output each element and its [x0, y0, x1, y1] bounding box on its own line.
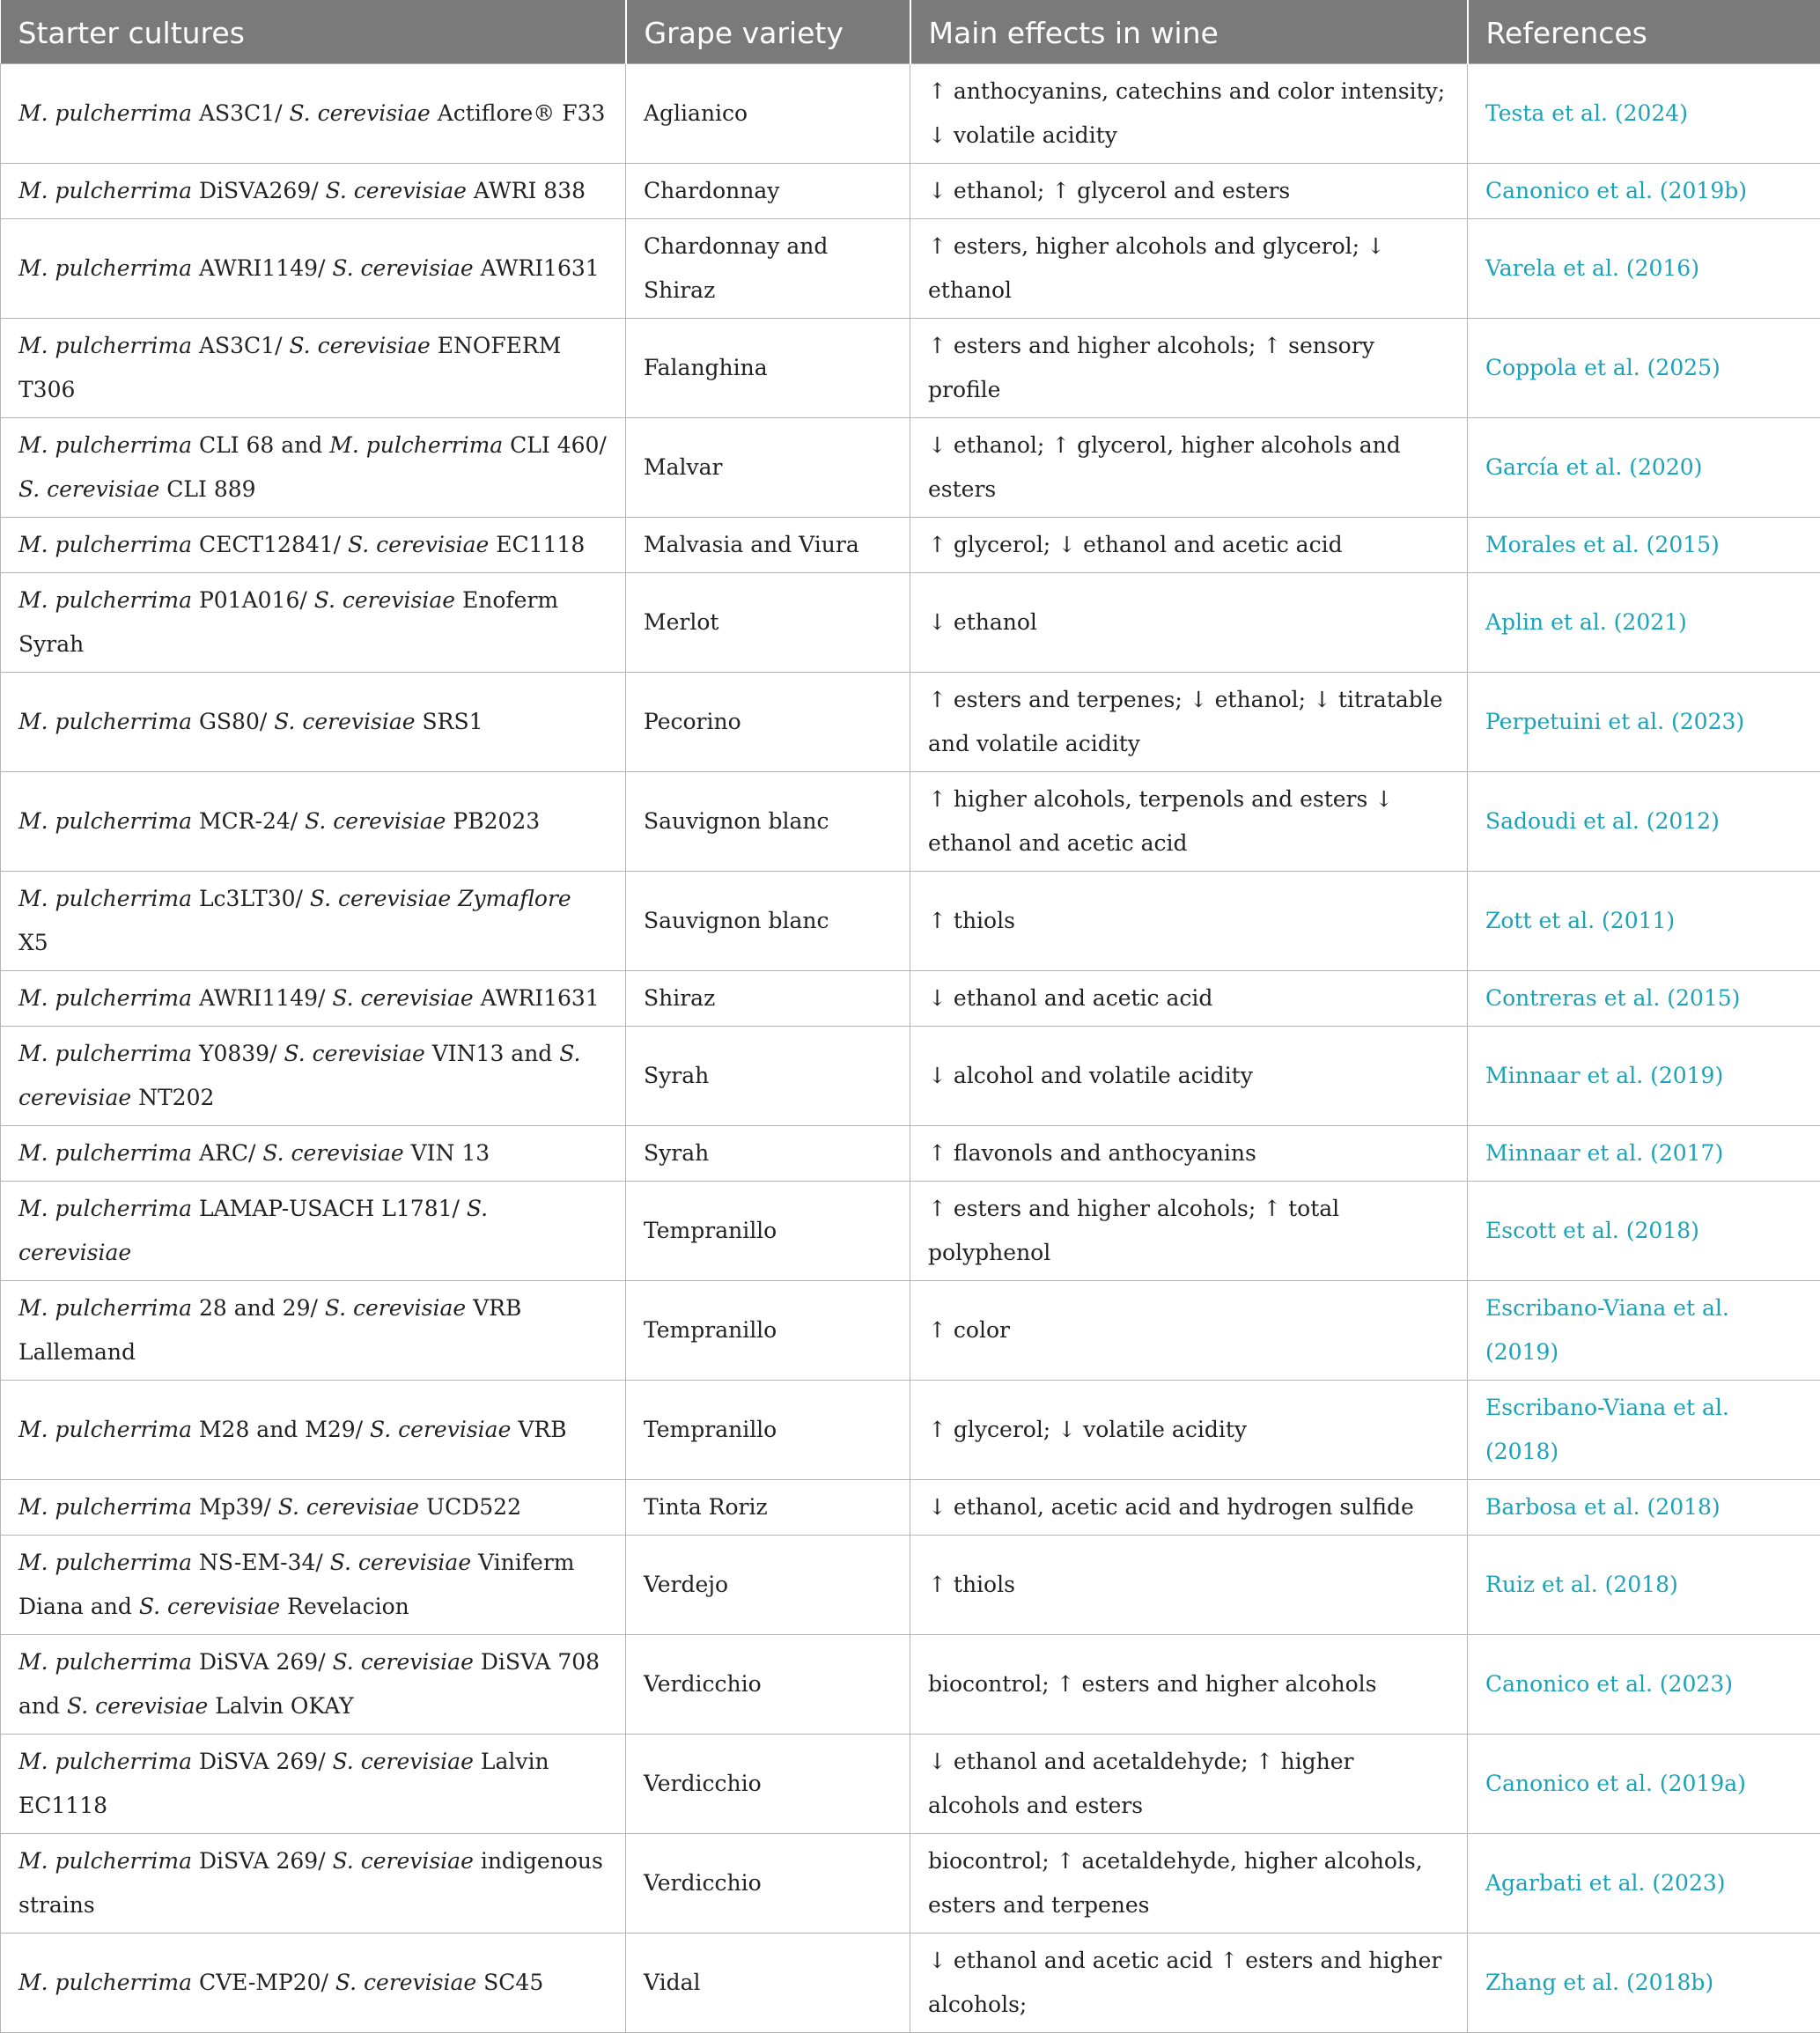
effects-cell: ↑ color	[910, 1280, 1468, 1380]
starter-culture-cell: M. pulcherrima NS-EM-34/ S. cerevisiae Viniferm Diana and S. cerevisiae Revelacion	[1, 1535, 626, 1634]
grape-variety-cell: Chardonnay and Shiraz	[626, 218, 910, 318]
reference-link[interactable]: Coppola et al. (2025)	[1468, 318, 1820, 417]
starter-culture-cell: M. pulcherrima CLI 68 and M. pulcherrima CLI 460/ S. cerevisiae CLI 889	[1, 417, 626, 517]
table-row	[1, 970, 1820, 1026]
effects-cell: ↑ thiols	[910, 1535, 1468, 1634]
header-row	[1, 0, 1820, 63]
grape-variety-cell: Verdicchio	[626, 1833, 910, 1933]
grape-variety-cell: Sauvignon blanc	[626, 871, 910, 970]
effects-cell: ↓ ethanol	[910, 572, 1468, 672]
reference-link[interactable]: Perpetuini et al. (2023)	[1468, 672, 1820, 771]
reference-link[interactable]: Zott et al. (2011)	[1468, 871, 1820, 970]
table-row	[1, 1125, 1820, 1181]
reference-link[interactable]: Varela et al. (2016)	[1468, 218, 1820, 318]
table-row	[1, 517, 1820, 572]
effects-cell: ↑ esters and terpenes; ↓ ethanol; ↓ titratable and volatile acidity	[910, 672, 1468, 771]
grape-variety-cell: Tempranillo	[626, 1380, 910, 1479]
grape-variety-cell: Sauvignon blanc	[626, 771, 910, 871]
effects-cell: ↓ ethanol and acetic acid ↑ esters and higher alcohols;	[910, 1933, 1468, 2032]
header-references: References	[1468, 0, 1820, 63]
effects-cell: ↑ esters and higher alcohols; ↑ total polyphenol	[910, 1181, 1468, 1280]
effects-cell: ↓ ethanol; ↑ glycerol and esters	[910, 163, 1468, 218]
grape-variety-cell: Vidal	[626, 1933, 910, 2032]
effects-cell: ↑ thiols	[910, 871, 1468, 970]
table-row	[1, 1535, 1820, 1634]
grape-variety-cell: Aglianico	[626, 63, 910, 163]
starter-culture-cell: M. pulcherrima AWRI1149/ S. cerevisiae AWRI1631	[1, 970, 626, 1026]
grape-variety-cell: Falanghina	[626, 318, 910, 417]
effects-cell: ↑ flavonols and anthocyanins	[910, 1125, 1468, 1181]
reference-link[interactable]: Minnaar et al. (2019)	[1468, 1026, 1820, 1125]
starter-culture-cell: M. pulcherrima Y0839/ S. cerevisiae VIN13 and S. cerevisiae NT202	[1, 1026, 626, 1125]
starter-culture-cell: M. pulcherrima DiSVA 269/ S. cerevisiae indigenous strains	[1, 1833, 626, 1933]
starter-culture-cell: M. pulcherrima CECT12841/ S. cerevisiae EC1118	[1, 517, 626, 572]
reference-link[interactable]: Morales et al. (2015)	[1468, 517, 1820, 572]
reference-link[interactable]: Escott et al. (2018)	[1468, 1181, 1820, 1280]
reference-link[interactable]: Sadoudi et al. (2012)	[1468, 771, 1820, 871]
table-row	[1, 672, 1820, 771]
starter-culture-cell: M. pulcherrima AS3C1/ S. cerevisiae ENOFERM T306	[1, 318, 626, 417]
effects-cell: ↑ esters and higher alcohols; ↑ sensory profile	[910, 318, 1468, 417]
effects-cell: ↑ higher alcohols, terpenols and esters ↓ ethanol and acetic acid	[910, 771, 1468, 871]
header-starter-cultures: Starter cultures	[1, 0, 626, 63]
table-row	[1, 1634, 1820, 1734]
effects-cell: biocontrol; ↑ acetaldehyde, higher alcohols, esters and terpenes	[910, 1833, 1468, 1933]
grape-variety-cell: Tempranillo	[626, 1181, 910, 1280]
reference-link[interactable]: Canonico et al. (2023)	[1468, 1634, 1820, 1734]
table-row	[1, 1933, 1820, 2032]
starter-culture-cell: M. pulcherrima DiSVA 269/ S. cerevisiae Lalvin EC1118	[1, 1734, 626, 1833]
effects-cell: ↑ glycerol; ↓ volatile acidity	[910, 1380, 1468, 1479]
grape-variety-cell: Malvar	[626, 417, 910, 517]
reference-link[interactable]: Testa et al. (2024)	[1468, 63, 1820, 163]
table-row	[1, 417, 1820, 517]
grape-variety-cell: Chardonnay	[626, 163, 910, 218]
effects-cell: biocontrol; ↑ esters and higher alcohols	[910, 1634, 1468, 1734]
starter-culture-cell: M. pulcherrima P01A016/ S. cerevisiae Enoferm Syrah	[1, 572, 626, 672]
starter-culture-cell: M. pulcherrima Mp39/ S. cerevisiae UCD522	[1, 1479, 626, 1535]
reference-link[interactable]: Escribano-Viana et al. (2018)	[1468, 1380, 1820, 1479]
grape-variety-cell: Syrah	[626, 1125, 910, 1181]
table-row	[1, 218, 1820, 318]
starter-culture-cell: M. pulcherrima M28 and M29/ S. cerevisiae VRB	[1, 1380, 626, 1479]
table-row	[1, 318, 1820, 417]
table-row	[1, 1833, 1820, 1933]
table-row	[1, 1734, 1820, 1833]
header-main-effects: Main effects in wine	[910, 0, 1468, 63]
table-row	[1, 1479, 1820, 1535]
reference-link[interactable]: Escribano-Viana et al. (2019)	[1468, 1280, 1820, 1380]
table-row	[1, 572, 1820, 672]
table-row	[1, 63, 1820, 163]
reference-link[interactable]: Aplin et al. (2021)	[1468, 572, 1820, 672]
starter-culture-cell: M. pulcherrima DiSVA 269/ S. cerevisiae DiSVA 708 and S. cerevisiae Lalvin OKAY	[1, 1634, 626, 1734]
reference-link[interactable]: Contreras et al. (2015)	[1468, 970, 1820, 1026]
effects-cell: ↓ ethanol and acetic acid	[910, 970, 1468, 1026]
reference-link[interactable]: Zhang et al. (2018b)	[1468, 1933, 1820, 2032]
starter-culture-cell: M. pulcherrima GS80/ S. cerevisiae SRS1	[1, 672, 626, 771]
grape-variety-cell: Shiraz	[626, 970, 910, 1026]
starter-culture-cell: M. pulcherrima Lc3LT30/ S. cerevisiae Zymaflore X5	[1, 871, 626, 970]
starter-culture-cell: M. pulcherrima MCR-24/ S. cerevisiae PB2023	[1, 771, 626, 871]
grape-variety-cell: Syrah	[626, 1026, 910, 1125]
table-row	[1, 1181, 1820, 1280]
table-row	[1, 1380, 1820, 1479]
effects-cell: ↑ glycerol; ↓ ethanol and acetic acid	[910, 517, 1468, 572]
starter-culture-cell: M. pulcherrima AS3C1/ S. cerevisiae Actiflore® F33	[1, 63, 626, 163]
effects-cell: ↓ ethanol, acetic acid and hydrogen sulfide	[910, 1479, 1468, 1535]
reference-link[interactable]: Barbosa et al. (2018)	[1468, 1479, 1820, 1535]
table-row	[1, 771, 1820, 871]
table-row	[1, 163, 1820, 218]
reference-link[interactable]: Minnaar et al. (2017)	[1468, 1125, 1820, 1181]
effects-cell: ↓ ethanol and acetaldehyde; ↑ higher alcohols and esters	[910, 1734, 1468, 1833]
reference-link[interactable]: García et al. (2020)	[1468, 417, 1820, 517]
reference-link[interactable]: Ruiz et al. (2018)	[1468, 1535, 1820, 1634]
table-row	[1, 871, 1820, 970]
starter-culture-cell: M. pulcherrima ARC/ S. cerevisiae VIN 13	[1, 1125, 626, 1181]
effects-cell: ↓ alcohol and volatile acidity	[910, 1026, 1468, 1125]
table-row	[1, 1280, 1820, 1380]
reference-link[interactable]: Canonico et al. (2019a)	[1468, 1734, 1820, 1833]
effects-cell: ↓ ethanol; ↑ glycerol, higher alcohols and esters	[910, 417, 1468, 517]
grape-variety-cell: Tinta Roriz	[626, 1479, 910, 1535]
starter-culture-cell: M. pulcherrima AWRI1149/ S. cerevisiae AWRI1631	[1, 218, 626, 318]
grape-variety-cell: Merlot	[626, 572, 910, 672]
starter-culture-cell: M. pulcherrima DiSVA269/ S. cerevisiae AWRI 838	[1, 163, 626, 218]
grape-variety-cell: Tempranillo	[626, 1280, 910, 1380]
starter-culture-cell: M. pulcherrima CVE-MP20/ S. cerevisiae SC45	[1, 1933, 626, 2032]
table-row	[1, 1026, 1820, 1125]
reference-link[interactable]: Canonico et al. (2019b)	[1468, 163, 1820, 218]
header-grape-variety: Grape variety	[626, 0, 910, 63]
reference-link[interactable]: Agarbati et al. (2023)	[1468, 1833, 1820, 1933]
grape-variety-cell: Malvasia and Viura	[626, 517, 910, 572]
grape-variety-cell: Pecorino	[626, 672, 910, 771]
grape-variety-cell: Verdicchio	[626, 1634, 910, 1734]
effects-cell: ↑ anthocyanins, catechins and color intensity; ↓ volatile acidity	[910, 63, 1468, 163]
effects-cell: ↑ esters, higher alcohols and glycerol; ↓ ethanol	[910, 218, 1468, 318]
starter-culture-cell: M. pulcherrima 28 and 29/ S. cerevisiae VRB Lallemand	[1, 1280, 626, 1380]
grape-variety-cell: Verdicchio	[626, 1734, 910, 1833]
starter-culture-cell: M. pulcherrima LAMAP-USACH L1781/ S. cerevisiae	[1, 1181, 626, 1280]
grape-variety-cell: Verdejo	[626, 1535, 910, 1634]
